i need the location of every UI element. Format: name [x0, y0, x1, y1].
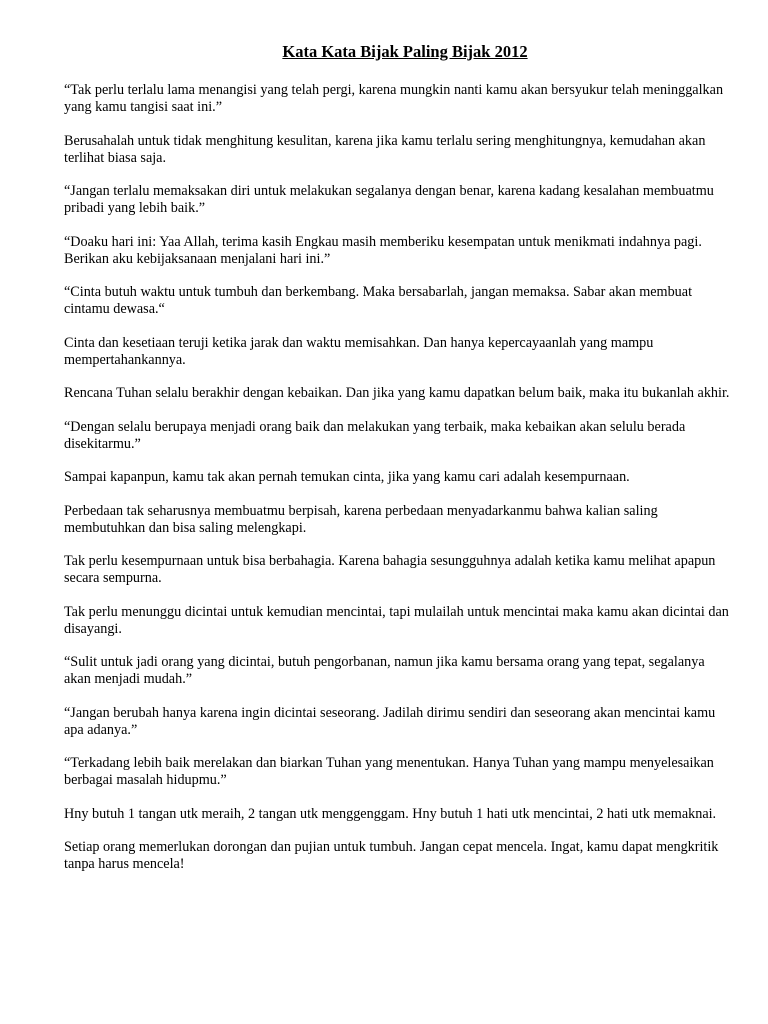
quote-paragraph: Rencana Tuhan selalu berakhir dengan kebaikan. Dan jika yang kamu dapatkan belum baik, maka itu bukanlah akhir. — [64, 385, 730, 401]
quote-paragraph: “Doaku hari ini: Yaa Allah, terima kasih Engkau masih memberiku kesempatan untuk menikmati indahnya pagi. Berikan aku kebijaksanaan menjalani hari ini.” — [64, 233, 702, 267]
quote-paragraph: “Jangan terlalu memaksakan diri untuk melakukan segalanya dengan benar, karena kadang kesalahan membuatmu pribadi yang lebih baik.” — [64, 183, 714, 216]
quote-paragraph: “Sulit untuk jadi orang yang dicintai, butuh pengorbanan, namun jika kamu bersama orang yang tepat, segalanya akan menjadi mudah.” — [64, 654, 705, 687]
quote-paragraph: Berusahalah untuk tidak menghitung kesulitan, karena jika kamu terlalu sering menghitungnya, kemudahan akan terlihat biasa saja. — [64, 132, 706, 166]
quote-paragraph: “Cinta butuh waktu untuk tumbuh dan berkembang. Maka bersabarlah, jangan memaksa. Sabar akan membuat cintamu dewasa.“ — [64, 284, 693, 317]
quote-paragraph: Cinta dan kesetiaan teruji ketika jarak dan waktu memisahkan. Dan hanya kepercayaanlah yang mampu mempertahankannya. — [64, 334, 654, 368]
quote-paragraph: “Jangan berubah hanya karena ingin dicintai seseorang. Jadilah dirimu sendiri dan seseorang akan mencintai kamu apa adanya.” — [64, 704, 716, 738]
quote-paragraph: Sampai kapanpun, kamu tak akan pernah temukan cinta, jika yang kamu cari adalah kesempurnaan. — [64, 469, 630, 485]
quote-paragraph: Setiap orang memerlukan dorongan dan pujian untuk tumbuh. Jangan cepat mencela. Ingat, kamu dapat mengkritik tanpa harus mencela! — [64, 839, 719, 872]
quote-paragraph: Tak perlu menunggu dicintai untuk kemudian mencintai, tapi mulailah untuk mencintai maka kamu akan dicintai dan disayangi. — [64, 603, 729, 637]
quote-paragraph: Hny butuh 1 tangan utk meraih, 2 tangan utk menggenggam. Hny butuh 1 hati utk mencintai, 2 hati utk memaknai. — [64, 805, 717, 822]
quote-paragraph: Perbedaan tak seharusnya membuatmu berpisah, karena perbedaan menyadarkanmu bahwa kalian saling membutuhkan dan bisa saling melengkapi. — [64, 502, 658, 536]
document-title: Kata Kata Bijak Paling Bijak 2012 — [282, 42, 528, 61]
quote-paragraph: “Dengan selalu berupaya menjadi orang baik dan melakukan yang terbaik, maka kebaikan akan selulu berada disekitarmu.” — [64, 418, 686, 452]
quote-paragraph: Tak perlu kesempurnaan untuk bisa berbahagia. Karena bahagia sesungguhnya adalah ketika kamu melihat apapun secara sempurna. — [64, 553, 716, 586]
quote-paragraph: “Terkadang lebih baik merelakan dan biarkan Tuhan yang menentukan. Hanya Tuhan yang mampu menyelesaikan berbagai masalah hidupmu.” — [64, 755, 714, 788]
quote-paragraph: “Tak perlu terlalu lama menangisi yang telah pergi, karena mungkin nanti kamu akan bersyukur telah meninggalkan yang kamu tangisi saat ini.” — [64, 82, 724, 115]
